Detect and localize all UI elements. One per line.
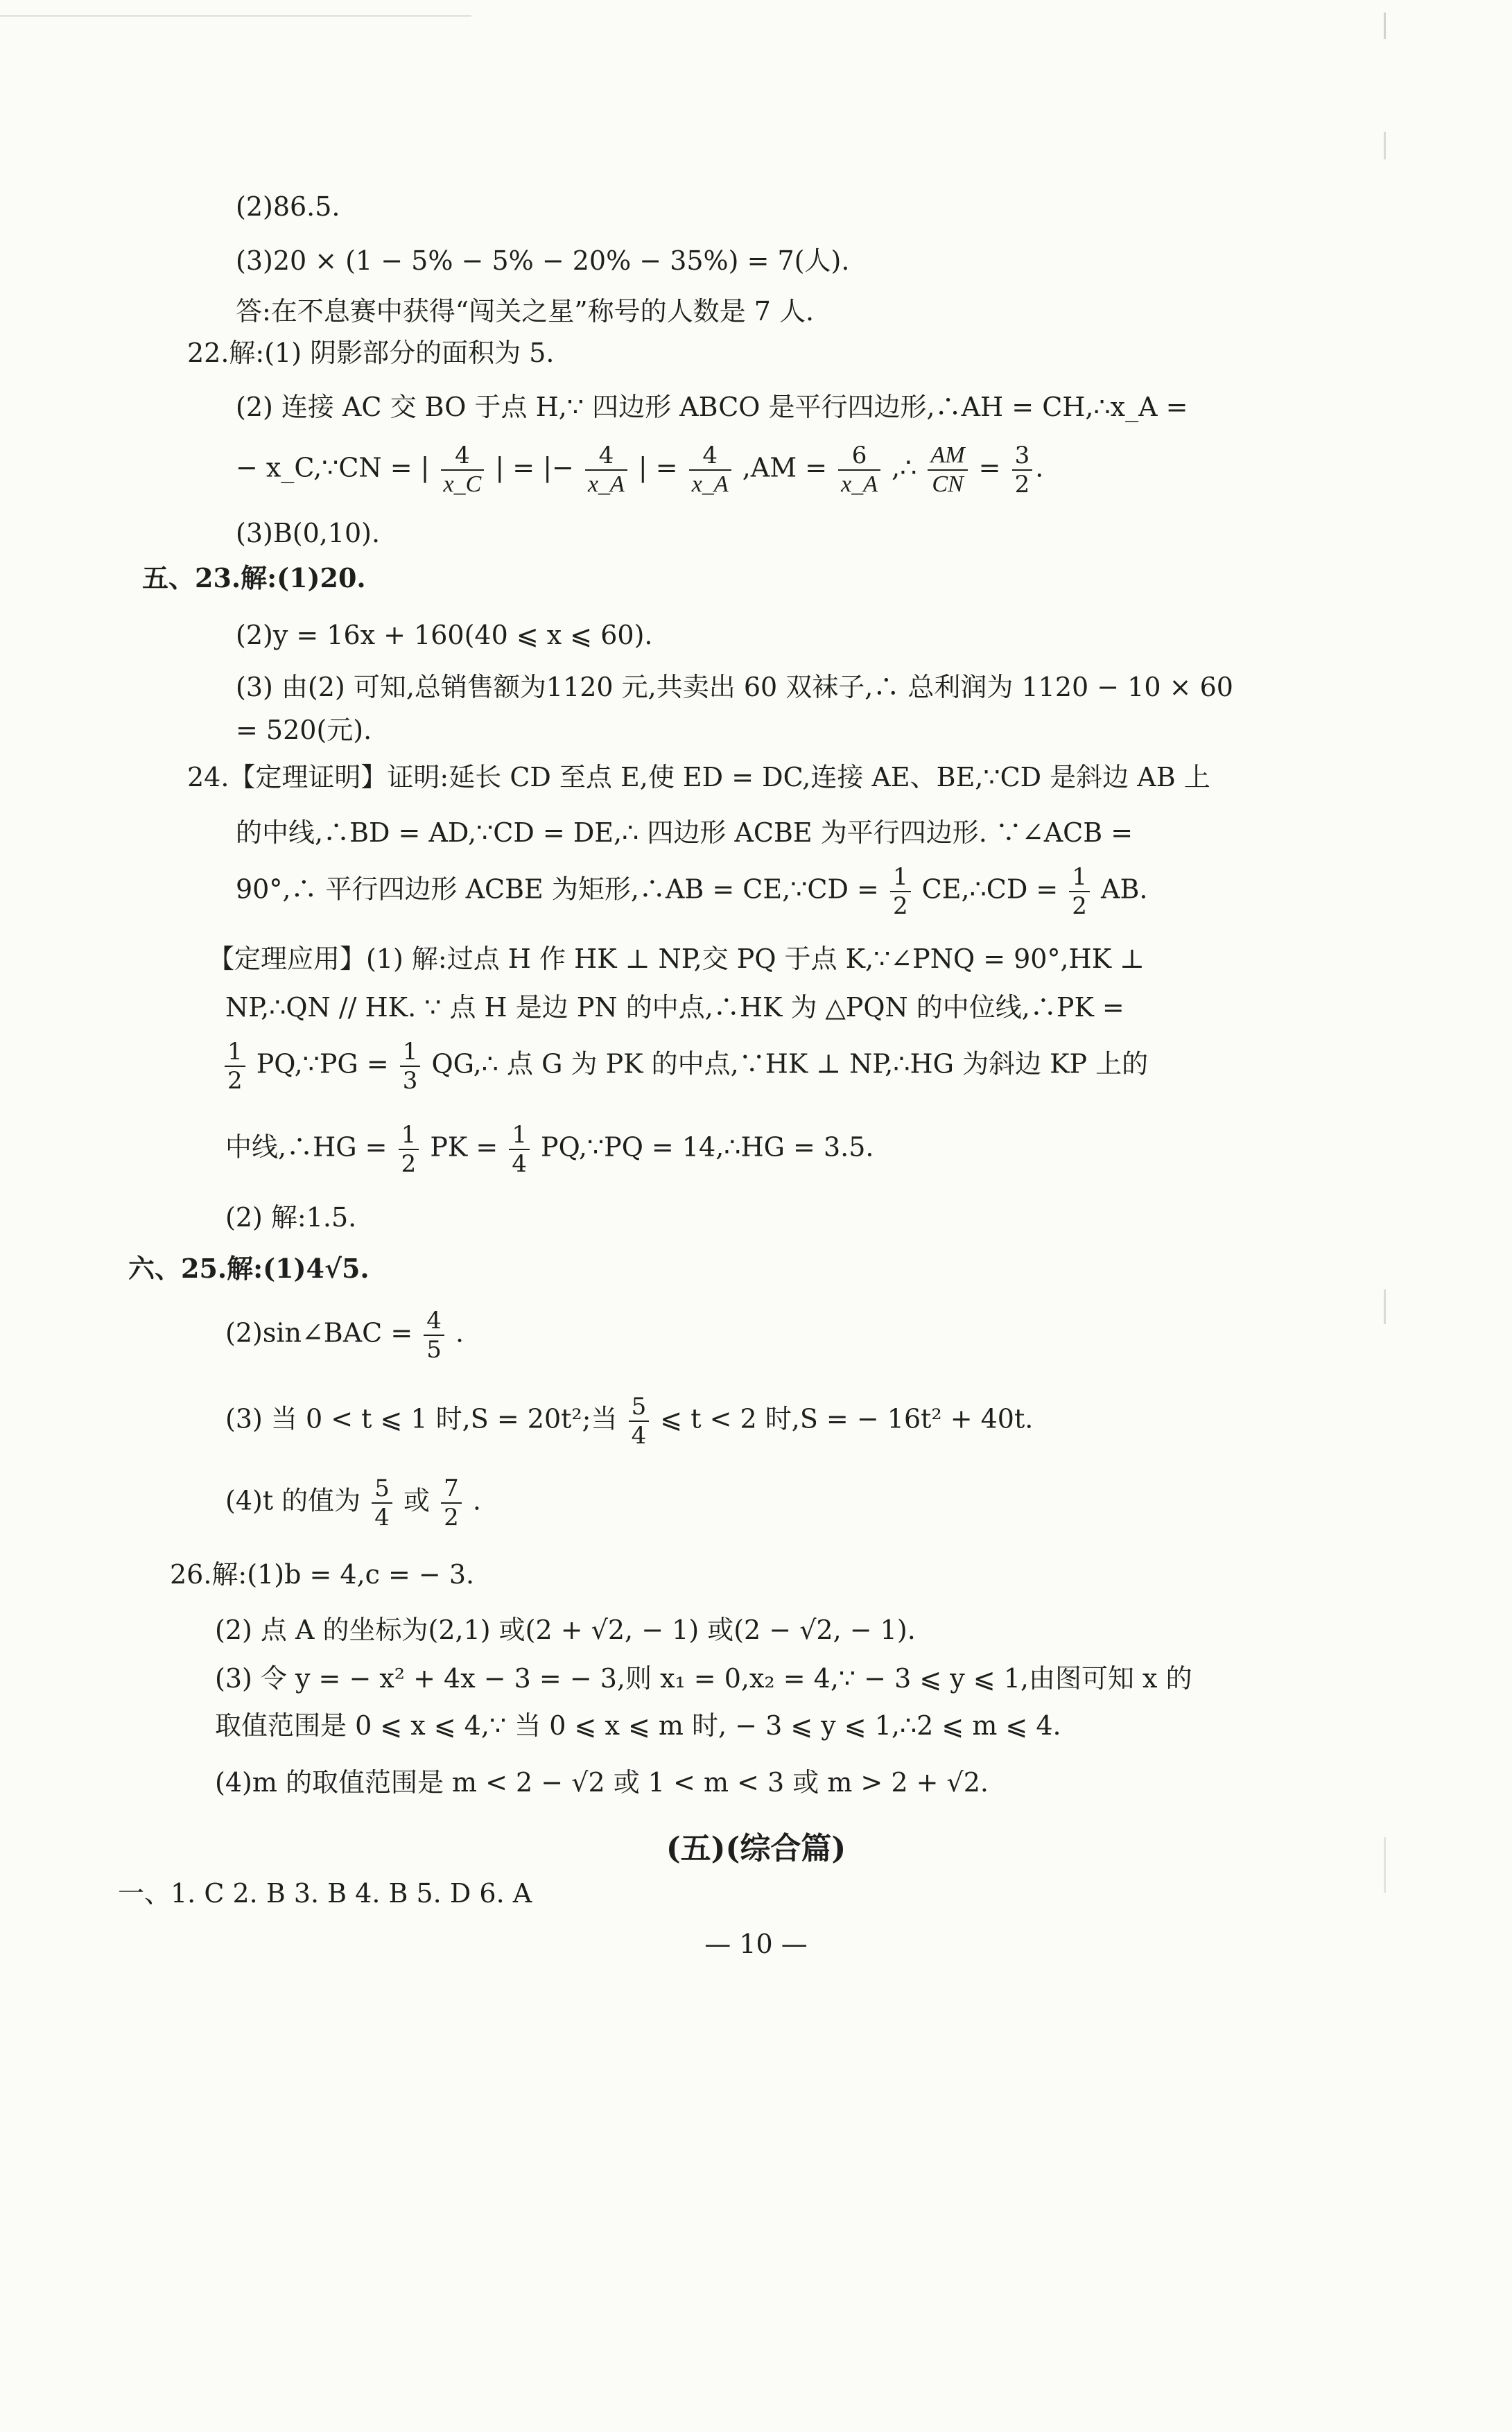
scan-tick-right-2	[1384, 132, 1386, 159]
numerator: 1	[400, 1040, 421, 1067]
fraction-1-over-3	[400, 1040, 421, 1093]
text-line-6: − x_C,∵CN = | $\frac{4}{x\_C}$ | = |− $\frac{4}{x\_A}$ | = $\frac{4}{x\_A}$ ,AM = $\frac{6}{x\_A}$ ,∴ $\frac{AM}{CN}$ = $\frac{3}{2}$ .	[236, 442, 1044, 498]
text-line-7: (3)B(0,10).	[236, 518, 381, 548]
text-line-10: (3) 由(2) 可知,总销售额为1120 元,共卖出 60 双袜子,∴ 总利润为 1120 − 10 × 60	[236, 672, 1233, 702]
text-seg: AB.	[1101, 874, 1148, 905]
denominator: x_A	[841, 471, 878, 497]
numerator: 3	[1012, 444, 1033, 471]
text-line-24: 26.解:(1)b = 4,c = − 3.	[170, 1559, 475, 1590]
numerator: AM	[928, 444, 967, 471]
text-line-17	[222, 1040, 1148, 1093]
text-seg: 中线,∴HG =	[225, 1131, 388, 1163]
page-number: — 10 —	[704, 1929, 808, 1959]
fraction-1-over-2	[890, 865, 911, 918]
fraction-am-over-cn	[928, 444, 967, 496]
text-seg: − x_C,∵CN = |	[236, 452, 430, 483]
text-seg: 90°,∴ 平行四边形 ACBE 为矩形,∴AB = CE,∵CD =	[236, 874, 879, 905]
text-line-3: 答:在不息赛中获得“闯关之星”称号的人数是 7 人.	[236, 296, 815, 327]
text-line-8: 五、23.解:(1)20.	[142, 562, 366, 593]
fraction-3-over-2	[1012, 444, 1033, 496]
text-line-20: 六、25.解:(1)4√5.	[128, 1253, 370, 1284]
text-line-30: 一、1. C 2. B 3. B 4. B 5. D 6. A	[118, 1878, 532, 1909]
text-seg: ⩽ t < 2 时,S = − 16t² + 40t.	[660, 1403, 1034, 1434]
fraction-1-over-2-b	[1069, 865, 1090, 918]
numerator: 4	[441, 444, 485, 471]
scan-tick-right	[1384, 12, 1386, 39]
text-seg: (3) 当 0 < t ⩽ 1 时,S = 20t²;当	[225, 1403, 618, 1434]
text-seg: PK =	[430, 1131, 498, 1163]
numerator: 1	[225, 1040, 245, 1067]
fraction-4-over-xa-2	[689, 444, 731, 496]
fraction-5-over-4-b	[372, 1477, 392, 1529]
text-line-5: (2) 连接 AC 交 BO 于点 H,∵ 四边形 ABCO 是平行四边形,∴AH = CH,∴x_A =	[236, 392, 1188, 422]
fraction-1-over-4	[509, 1123, 530, 1176]
fraction-1-over-2-d	[399, 1123, 419, 1176]
text-line-2: (3)20 × (1 − 5% − 5% − 20% − 35%) = 7(人).	[236, 245, 850, 276]
text-seg: =	[978, 452, 1001, 483]
text-line-13: 的中线,∴BD = AD,∵CD = DE,∴ 四边形 ACBE 为平行四边形. ∵∠ACB =	[236, 817, 1133, 848]
fraction-7-over-2	[441, 1477, 462, 1529]
text-line-23	[225, 1477, 481, 1529]
numerator: 6	[838, 444, 880, 471]
text-seg: CE,∴CD =	[921, 874, 1059, 905]
denominator: 2	[444, 1504, 459, 1531]
fraction-4-over-xc	[441, 444, 485, 496]
denominator: CN	[932, 471, 964, 497]
text-line-11: = 520(元).	[236, 715, 372, 745]
text-line-22	[225, 1395, 1033, 1448]
text-seg: (2)sin∠BAC =	[225, 1317, 413, 1348]
text-seg: PQ,∵PQ = 14,∴HG = 3.5.	[541, 1131, 874, 1163]
denominator: 2	[892, 892, 908, 920]
text-seg: .	[455, 1317, 464, 1348]
numerator: 1	[890, 865, 911, 892]
text-line-25: (2) 点 A 的坐标为(2,1) 或(2 + √2, − 1) 或(2 − √2, − 1).	[215, 1615, 916, 1645]
numerator: 7	[441, 1477, 462, 1504]
text-line-27: 取值范围是 0 ⩽ x ⩽ 4,∵ 当 0 ⩽ x ⩽ m 时, − 3 ⩽ y ⩽ 1,∴2 ⩽ m ⩽ 4.	[215, 1710, 1061, 1741]
denominator: 2	[401, 1150, 417, 1178]
scan-line-top	[0, 15, 471, 17]
text-seg: QG,∴ 点 G 为 PK 的中点,∵HK ⊥ NP,∴HG 为斜边 KP 上的	[431, 1048, 1149, 1079]
denominator: 4	[631, 1422, 647, 1450]
fraction-4-over-5	[424, 1309, 444, 1362]
text-seg: .	[472, 1485, 481, 1516]
denominator: x_A	[587, 471, 625, 497]
fraction-5-over-4	[629, 1395, 650, 1448]
text-line-16: NP,∴QN // HK. ∵ 点 H 是边 PN 的中点,∴HK 为 △PQN 的中位线,∴PK =	[225, 992, 1124, 1023]
denominator: 2	[227, 1067, 243, 1095]
fraction-6-over-xa	[838, 444, 880, 496]
numerator: 1	[399, 1123, 419, 1150]
text-line-9: (2)y = 16x + 160(40 ⩽ x ⩽ 60).	[236, 620, 653, 650]
denominator: 2	[1014, 471, 1030, 498]
text-line-26: (3) 令 y = − x² + 4x − 3 = − 3,则 x₁ = 0,x₂ = 4,∵ − 3 ⩽ y ⩽ 1,由图可知 x 的	[215, 1663, 1192, 1694]
fraction-1-over-2-c	[225, 1040, 245, 1093]
numerator: 5	[372, 1477, 392, 1504]
text-seg: ,∴	[892, 452, 917, 483]
text-seg: 或	[403, 1485, 431, 1516]
fraction-4-over-xa	[585, 444, 627, 496]
text-seg: ,AM =	[742, 452, 828, 483]
numerator: 1	[509, 1123, 530, 1150]
text-line-12: 24.【定理证明】证明:延长 CD 至点 E,使 ED = DC,连接 AE、BE,∵CD 是斜边 AB 上	[187, 762, 1210, 792]
denominator: 4	[512, 1150, 527, 1178]
text-line-19: (2) 解:1.5.	[225, 1202, 357, 1233]
denominator: x_A	[691, 471, 729, 497]
scan-tick-right-3	[1384, 1289, 1386, 1324]
section-title: (五)(综合篇)	[666, 1831, 846, 1866]
text-line-21	[225, 1309, 464, 1362]
text-seg: | = |−	[495, 452, 574, 483]
text-seg: (4)t 的值为	[225, 1485, 361, 1516]
text-line-14	[236, 865, 1147, 918]
text-line-18	[225, 1123, 874, 1176]
numerator: 5	[629, 1395, 650, 1422]
denominator: x_C	[443, 471, 482, 497]
numerator: 1	[1069, 865, 1090, 892]
denominator: 2	[1072, 892, 1087, 920]
text-line-1: (2)86.5.	[236, 191, 340, 222]
text-seg: | =	[638, 452, 678, 483]
denominator: 3	[402, 1067, 418, 1095]
text-line-28: (4)m 的取值范围是 m < 2 − √2 或 1 < m < 3 或 m > 2 + √2.	[215, 1767, 989, 1798]
denominator: 5	[426, 1336, 442, 1364]
numerator: 4	[424, 1309, 444, 1336]
text-seg: PQ,∵PG =	[256, 1048, 389, 1079]
denominator: 4	[374, 1504, 390, 1531]
text-line-4: 22.解:(1) 阴影部分的面积为 5.	[187, 338, 555, 368]
text-line-15: 【定理应用】(1) 解:过点 H 作 HK ⊥ NP,交 PQ 于点 K,∵∠PNQ = 90°,HK ⊥	[208, 944, 1145, 974]
numerator: 4	[585, 444, 627, 471]
numerator: 4	[689, 444, 731, 471]
